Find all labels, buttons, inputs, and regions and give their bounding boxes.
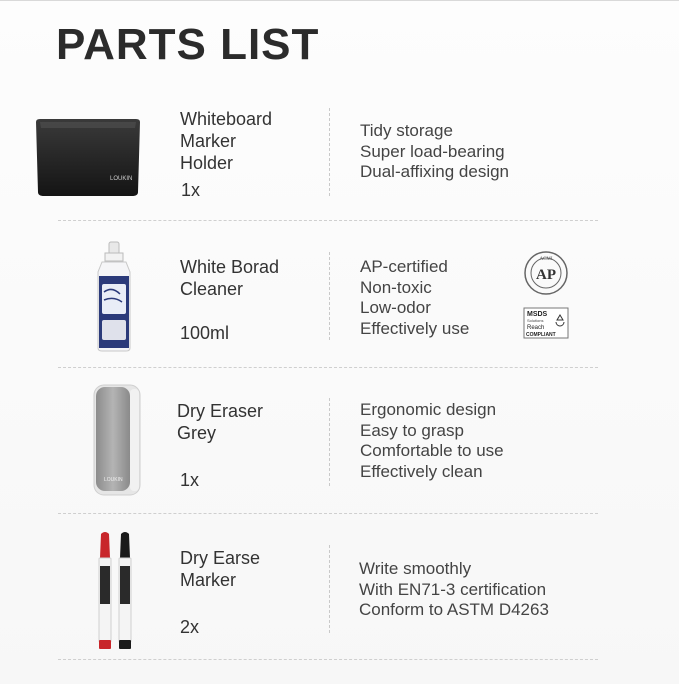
name-line: Grey	[177, 423, 217, 443]
feature-item: Ergonomic design	[360, 400, 497, 419]
column-divider	[329, 252, 330, 340]
feature-item: Dual-affixing design	[360, 162, 509, 181]
name-line: Dry Eraser	[177, 401, 264, 421]
item-name-cleaner	[180, 256, 279, 300]
name-line: White Borad	[180, 257, 280, 277]
column-divider	[329, 545, 330, 633]
ap-seal-text: AP	[536, 267, 556, 283]
msds-line: Reach	[527, 325, 545, 331]
feature-list	[359, 559, 549, 621]
feature-item: Low-odor	[360, 298, 431, 317]
cleaner-bottle-image	[90, 240, 140, 357]
name-line: Marker	[180, 131, 237, 151]
row-divider	[58, 220, 598, 221]
feature-item: Easy to grasp	[360, 420, 464, 440]
item-quantity: 2x	[180, 617, 200, 637]
name-line: Marker	[180, 570, 237, 590]
marker-holder-image	[32, 118, 144, 203]
column-divider	[329, 108, 330, 196]
ap-seal-icon	[523, 250, 569, 301]
page-title: PARTS LIST	[56, 20, 320, 69]
msds-line: MSDS	[527, 311, 548, 318]
feature-item: Conform to ASTM D4263	[359, 600, 549, 619]
eraser-brand: LOUKIN	[104, 477, 123, 483]
top-edge	[0, 0, 679, 1]
name-line: Dry Earse	[180, 548, 261, 568]
feature-list	[360, 257, 469, 339]
feature-item: AP-certified	[360, 257, 448, 276]
item-name-eraser	[177, 400, 263, 444]
feature-item: Write smoothly	[359, 559, 472, 578]
feature-list	[360, 400, 504, 482]
feature-list	[360, 121, 509, 183]
name-line: Holder	[180, 153, 234, 173]
msds-line: Solutions	[527, 318, 544, 323]
item-quantity: 100ml	[180, 323, 230, 343]
eraser-image	[92, 383, 144, 504]
ap-seal-sub: ACMI	[539, 257, 553, 262]
msds-badge-icon	[523, 307, 569, 344]
feature-item: With EN71-3 certification	[359, 579, 547, 599]
item-quantity: 1x	[180, 470, 200, 490]
row-divider	[58, 659, 598, 660]
feature-item: Effectively clean	[360, 461, 483, 481]
feature-item: Tidy storage	[360, 121, 453, 140]
item-name-holder	[180, 108, 272, 174]
holder-brand: LOUKIN	[110, 176, 133, 182]
feature-item: Effectively use	[360, 318, 470, 338]
markers-image	[95, 530, 139, 657]
name-line: Whiteboard	[180, 109, 273, 129]
item-name-marker	[180, 547, 260, 591]
column-divider	[329, 398, 330, 486]
item-quantity: 1x	[181, 180, 201, 200]
row-divider	[58, 367, 598, 368]
feature-item: Non-toxic	[360, 277, 432, 297]
name-line: Cleaner	[180, 279, 244, 299]
feature-item: Super load-bearing	[360, 141, 505, 161]
msds-line: COMPLIANT	[526, 332, 556, 338]
feature-item: Comfortable to use	[360, 441, 504, 460]
row-divider	[58, 513, 598, 514]
